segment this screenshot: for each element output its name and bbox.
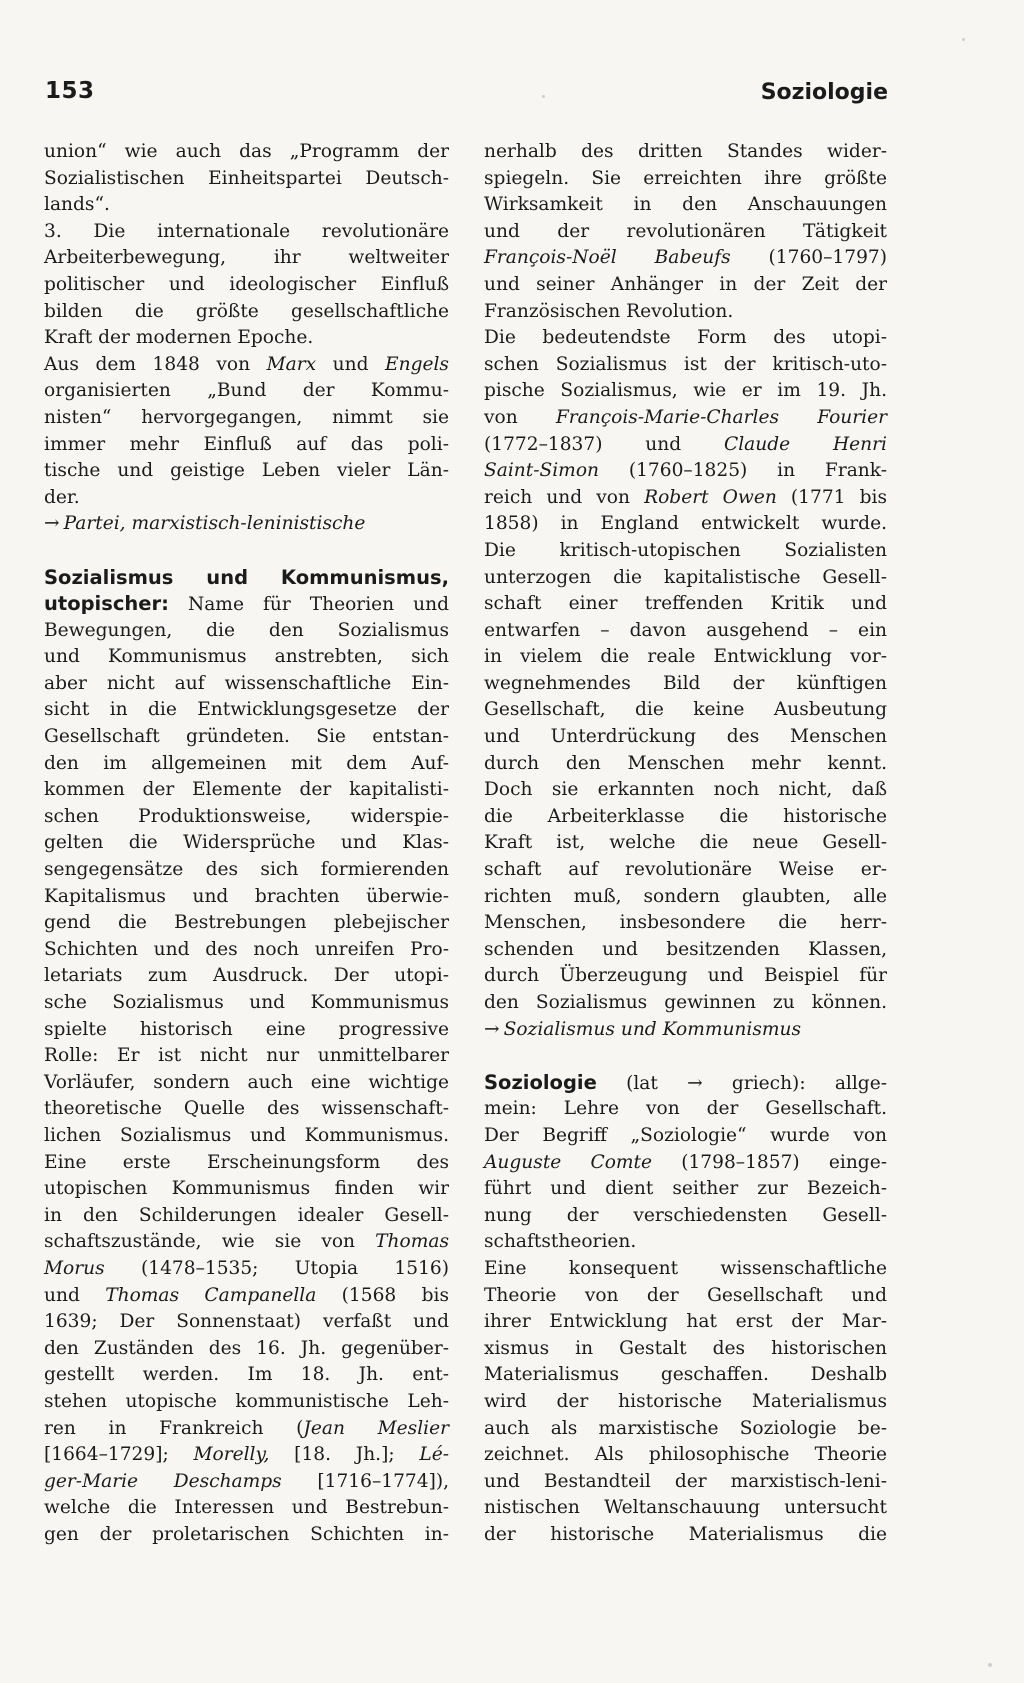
text-line: gelten die Widersprüche und Klas-: [44, 832, 449, 854]
text-line: unterzogen die kapitalistische Gesell-: [484, 566, 887, 588]
text-line: union“ wie auch das „Programm der: [44, 141, 449, 162]
text-line: xismus in Gestalt des historischen: [484, 1337, 887, 1359]
text-line: Die kritisch-utopischen Sozialisten: [484, 539, 887, 561]
person-name: Morus: [44, 1257, 105, 1279]
arrow-right-icon: →: [44, 513, 60, 535]
entry-headword: Soziologie: [484, 1070, 597, 1094]
text-line: schaft auf revolutionäre Weise er-: [484, 859, 887, 881]
text-line: Wirksamkeit in den Anschauungen: [484, 194, 887, 216]
text-line: Kapitalismus und brachten überwie-: [44, 885, 449, 907]
person-name: Auguste Comte: [484, 1151, 653, 1173]
text-line: Doch sie erkannten noch nicht, daß: [484, 779, 887, 801]
text-line: schaftstheorien.: [484, 1231, 637, 1253]
page-number: 153: [45, 78, 95, 104]
text-line: gen der proletarischen Schichten in-: [44, 1523, 449, 1545]
text-line: durch Überzeugung und Beispiel für: [484, 965, 887, 987]
text-line: reich und von Robert Owen (1771 bis: [484, 486, 887, 508]
entry-headword: utopischer:: [44, 592, 169, 616]
text-line: Menschen, insbesondere die herr-: [484, 912, 887, 934]
text-line: führt und dient seither zur Bezeich-: [484, 1178, 887, 1200]
text-line: Theorie von der Gesellschaft und: [484, 1284, 887, 1306]
text-line: sche Sozialismus und Kommunismus: [44, 992, 449, 1013]
text-line: Materialismus geschaffen. Deshalb: [484, 1364, 887, 1386]
text-line: immer mehr Einfluß auf das poli-: [44, 433, 449, 455]
text-line: und Bestandteil der marxistisch-leni-: [484, 1470, 887, 1492]
text-line: Schichten und des noch unreifen Pro-: [44, 938, 449, 960]
text-line: [1664–1729]; Morelly, [18. Jh.]; Lé-: [44, 1444, 449, 1466]
text-line: lands“.: [44, 194, 110, 216]
text-line: tische und geistige Leben vieler Län-: [44, 460, 449, 482]
text-line: stehen utopische kommunistische Leh-: [44, 1390, 449, 1412]
text-line: durch den Menschen mehr kennt.: [484, 752, 887, 774]
text-line: Eine konsequent wissenschaftliche: [484, 1257, 887, 1279]
text-line: utopischer: Name für Theorien und: [44, 592, 449, 616]
text-line: der.: [44, 486, 80, 508]
text-line: und Unterdrückung des Menschen: [484, 726, 887, 748]
text-line: Französischen Revolution.: [484, 300, 734, 322]
paper-speck: [542, 95, 545, 98]
text-line: lichen Sozialismus und Kommunismus.: [44, 1124, 449, 1146]
text-line: und der revolutionären Tätigkeit: [484, 220, 887, 242]
person-name: Thomas: [375, 1231, 449, 1253]
person-name: ger-Marie Deschamps: [44, 1470, 282, 1492]
person-name: Engels: [385, 353, 449, 375]
paper-speck: [988, 1663, 992, 1667]
text-line: zeichnet. Als philosophische Theorie: [484, 1444, 887, 1466]
text-line: wird der historische Materialismus: [484, 1390, 887, 1412]
text-line: Bewegungen, die den Sozialismus: [44, 619, 449, 641]
text-line: François-Noël Babeufs (1760–1797): [484, 247, 887, 269]
text-line: entwarfen – davon ausgehend – ein: [484, 619, 887, 641]
text-line: wegnehmendes Bild der künftigen: [484, 672, 887, 694]
text-line: die Arbeiterklasse die historische: [484, 805, 887, 827]
paper-speck: [962, 38, 965, 41]
text-line: den Sozialismus gewinnen zu können.: [484, 992, 887, 1013]
text-line: ger-Marie Deschamps [1716–1774]),: [44, 1470, 449, 1492]
text-line: nerhalb des dritten Standes wider-: [484, 141, 887, 162]
person-name: François-Marie-Charles Fourier: [555, 406, 887, 428]
text-line: Sozialistischen Einheitspartei Deutsch-: [44, 167, 449, 189]
cross-reference[interactable]: → Sozialismus und Kommunismus: [484, 1018, 802, 1040]
person-name: François-Noël Babeufs: [484, 247, 731, 269]
person-name: Lé-: [419, 1444, 449, 1466]
text-line: welche die Interessen und Bestrebun-: [44, 1497, 449, 1519]
section-title: Soziologie: [760, 80, 888, 105]
text-line: ihrer Entwicklung hat erst der Mar-: [484, 1311, 887, 1333]
text-line: aber nicht auf wissenschaftliche Ein-: [44, 672, 449, 694]
text-line: 3. Die internationale revolutionäre: [44, 220, 449, 242]
text-line: richten muß, sondern glaubten, alle: [484, 885, 887, 907]
text-line: in vielem die reale Entwicklung vor-: [484, 646, 887, 668]
cross-reference[interactable]: → Partei, marxistisch-leninistische: [44, 513, 366, 535]
text-line: nistischen Weltanschauung untersucht: [484, 1497, 887, 1519]
text-line: spiegeln. Sie erreichten ihre größte: [484, 167, 887, 189]
text-line: und seiner Anhänger in der Zeit der: [484, 273, 887, 295]
text-line: Gesellschaft gründeten. Sie entstan-: [44, 726, 449, 748]
spacer: [44, 538, 449, 565]
text-line: kommen der Elemente der kapitalisti-: [44, 779, 449, 801]
text-line: Auguste Comte (1798–1857) einge-: [484, 1151, 887, 1173]
text-line: organisierten „Bund der Kommu-: [44, 380, 449, 402]
person-name: Claude Henri: [723, 433, 887, 455]
text-line: theoretische Quelle des wissenschaft-: [44, 1098, 449, 1120]
text-line: Eine erste Erscheinungsform des: [44, 1151, 449, 1173]
text-line: pische Sozialismus, wie er im 19. Jh.: [484, 380, 887, 402]
text-line: Kraft ist, welche die neue Gesell-: [484, 832, 887, 854]
text-line: Saint-Simon (1760–1825) in Frank-: [484, 460, 887, 482]
text-line: und Thomas Campanella (1568 bis: [44, 1284, 449, 1306]
text-line: Arbeiterbewegung, ihr weltweiter: [44, 247, 449, 269]
text-line: schaft einer treffenden Kritik und: [484, 593, 887, 615]
arrow-right-icon: →: [484, 1018, 500, 1040]
text-line: 1639; Der Sonnenstaat) verfaßt und: [44, 1311, 449, 1333]
text-line: politischer und ideologischer Einfluß: [44, 273, 449, 295]
text-line: gend die Bestrebungen plebejischer: [44, 912, 449, 934]
text-line: schen Sozialismus ist der kritisch-uto-: [484, 353, 887, 375]
right-column: [484, 139, 887, 1548]
text-line: bilden die größte gesellschaftliche: [44, 300, 449, 322]
text-line: in den Schilderungen idealer Gesell-: [44, 1204, 449, 1226]
text-line: sicht in die Entwicklungsgesetze der: [44, 699, 449, 721]
person-name: Morelly,: [193, 1444, 270, 1466]
text-line: auch als marxistische Soziologie be-: [484, 1417, 887, 1439]
text-line: spielte historisch eine progressive: [44, 1018, 449, 1040]
text-line: Die bedeutendste Form des utopi-: [484, 327, 887, 349]
text-line: gestellt werden. Im 18. Jh. ent-: [44, 1364, 449, 1386]
text-line: Kraft der modernen Epoche.: [44, 327, 314, 349]
text-line: 1858) in England entwickelt wurde.: [484, 513, 887, 535]
text-line: und Kommunismus anstrebten, sich: [44, 646, 449, 668]
headword-line: [44, 565, 449, 592]
text-line: nung der verschiedensten Gesell-: [484, 1204, 887, 1226]
left-column: [44, 139, 449, 1548]
text-line: den Zuständen des 16. Jh. gegenüber-: [44, 1337, 449, 1359]
text-line: mein: Lehre von der Gesellschaft.: [484, 1098, 887, 1120]
text-line: letariats zum Ausdruck. Der utopi-: [44, 965, 449, 987]
text-line: Morus (1478–1535; Utopia 1516): [44, 1257, 449, 1279]
text-line: sengegensätze des sich formierenden: [44, 859, 449, 881]
text-line: Aus dem 1848 von Marx und Engels: [44, 353, 449, 375]
text-line: Vorläufer, sondern auch eine wichtige: [44, 1071, 449, 1093]
text-line: den im allgemeinen mit dem Auf-: [44, 752, 449, 774]
person-name: Jean Meslier: [303, 1417, 449, 1439]
text-line: Gesellschaft, die keine Ausbeutung: [484, 699, 887, 721]
person-name: Robert Owen: [644, 486, 777, 508]
entry-headword: Sozialismus und Kommunismus,: [44, 565, 449, 589]
text-line: nisten“ hervorgegangen, nimmt sie: [44, 406, 449, 428]
text-line: schenden und besitzenden Klassen,: [484, 938, 887, 960]
text-line: (1772–1837) und Claude Henri: [484, 433, 887, 455]
text-line: utopischen Kommunismus finden wir: [44, 1178, 449, 1200]
text-line: Der Begriff „Soziologie“ wurde von: [484, 1124, 887, 1146]
spacer: [484, 1043, 887, 1070]
text-line: schen Produktionsweise, widerspie-: [44, 805, 449, 827]
text-line: schaftszustände, wie sie von Thomas: [44, 1231, 449, 1253]
text-line: der historische Materialismus die: [484, 1523, 887, 1545]
person-name: Saint-Simon: [484, 460, 599, 482]
headword-line: Soziologie (lat → griech): allge-: [484, 1070, 887, 1094]
person-name: Marx: [266, 353, 317, 375]
text-line: Rolle: Er ist nicht nur unmittelbarer: [44, 1045, 449, 1067]
person-name: Thomas Campanella: [105, 1284, 317, 1306]
text-line: von François-Marie-Charles Fourier: [484, 406, 887, 428]
text-line: ren in Frankreich (Jean Meslier: [44, 1417, 449, 1439]
